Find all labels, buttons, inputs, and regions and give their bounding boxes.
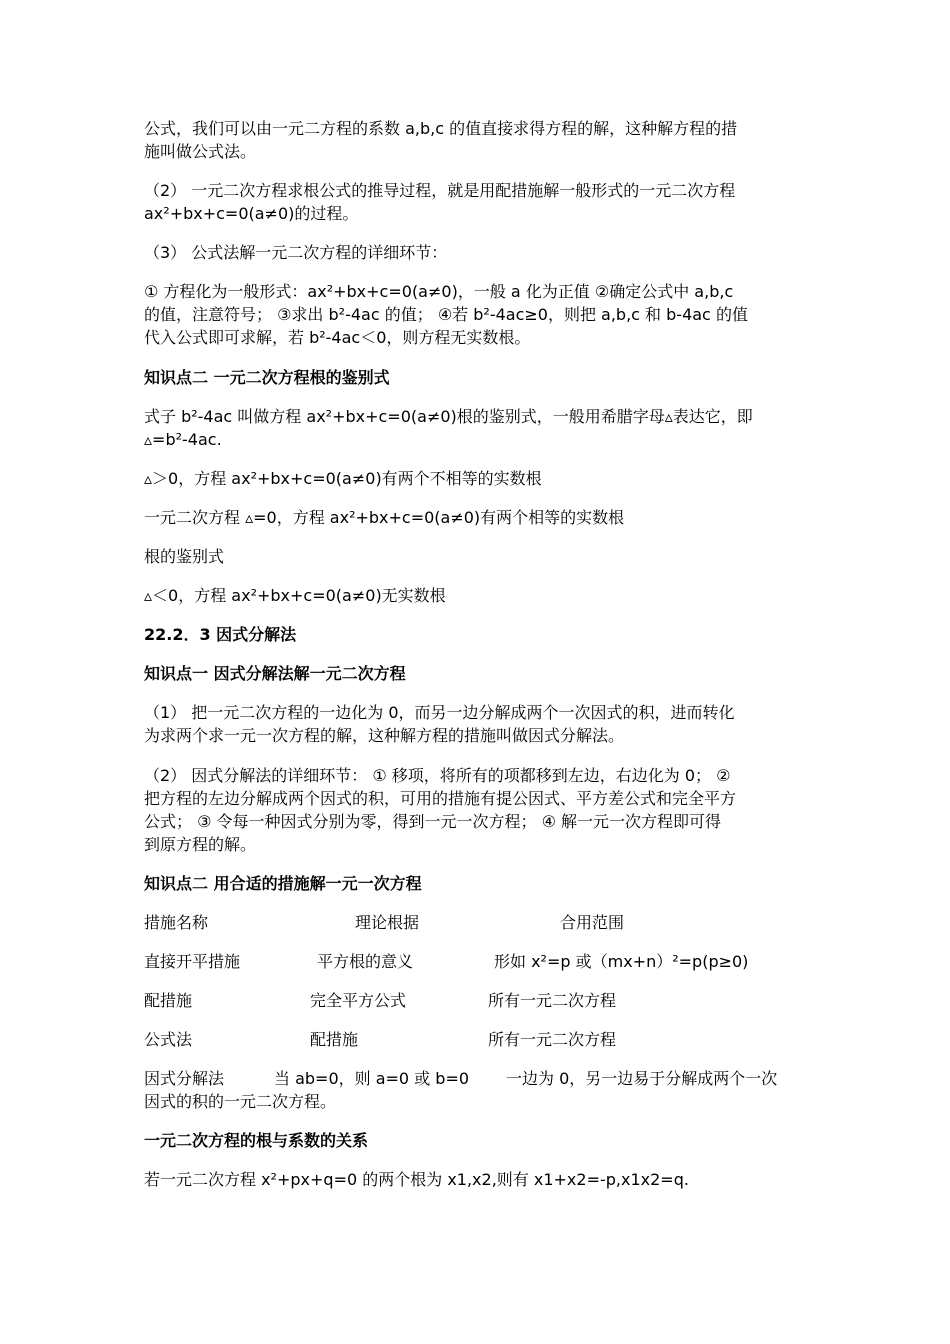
factoring-p1-line2: 为求两个求一元一次方程的解，这种解方程的措施叫做因式分解法。: [144, 726, 625, 745]
formula-intro-line1: 公式，我们可以由一元二方程的系数 a,b,c 的值直接求得方程的解，这种解方程的措: [144, 119, 738, 138]
discriminant-case-label: 根的鉴别式: [144, 547, 225, 566]
methods-heading: 知识点二 用合适的措施解一元一次方程: [144, 874, 422, 893]
table-cell: 因式分解法: [144, 1069, 225, 1088]
table-cell: 配措施: [310, 1030, 359, 1049]
table-header-method: 措施名称: [144, 913, 209, 932]
discriminant-case-eq: 一元二次方程 ▵=0，方程 ax²+bx+c=0(a≠0)有两个相等的实数根: [144, 508, 625, 527]
factoring-section-title: 22.2．3 因式分解法: [144, 625, 297, 644]
formula-steps-line2: 的值，注意符号； ③求出 b²-4ac 的值； ④若 b²-4ac≥0，则把 a,b,c 和 b-4ac 的值: [144, 305, 748, 324]
factoring-p2-line4: 到原方程的解。: [144, 835, 257, 854]
formula-p3: （3） 公式法解一元二次方程的详细环节：: [144, 243, 448, 262]
table-cell: 平方根的意义: [317, 952, 414, 971]
formula-p2-line1: （2） 一元二次方程求根公式的推导过程，就是用配措施解一般形式的一元二次方程: [144, 181, 736, 200]
factoring-heading: 知识点一 因式分解法解一元二次方程: [144, 664, 406, 683]
formula-p2-line2: ax²+bx+c=0(a≠0)的过程。: [144, 204, 359, 223]
factoring-p1-line1: （1） 把一元二次方程的一边化为 0，而另一边分解成两个一次因式的积，进而转化: [144, 703, 735, 722]
table-header-basis: 理论根据: [355, 913, 420, 932]
table-cell: 直接开平措施: [144, 952, 241, 971]
discriminant-case-gt: ▵＞0，方程 ax²+bx+c=0(a≠0)有两个不相等的实数根: [144, 469, 542, 488]
table-cell: 当 ab=0，则 a=0 或 b=0: [274, 1069, 470, 1088]
table-cell: 配措施: [144, 991, 193, 1010]
vieta-text: 若一元二次方程 x²+px+q=0 的两个根为 x1,x2,则有 x1+x2=-p,x1x2=q.: [144, 1170, 689, 1189]
table-cell: 形如 x²=p 或（mx+n）²=p(p≥0): [494, 952, 749, 971]
formula-steps-line1: ① 方程化为一般形式：ax²+bx+c=0(a≠0)，一般 a 化为正值 ②确定公式中 a,b,c: [144, 282, 734, 301]
table-cell: 一边为 0，另一边易于分解成两个一次: [506, 1069, 778, 1088]
formula-intro-line2: 施叫做公式法。: [144, 142, 257, 161]
factoring-p2-line2: 把方程的左边分解成两个因式的积，可用的措施有提公因式、平方差公式和完全平方: [144, 789, 737, 808]
factoring-p2-line1: （2） 因式分解法的详细环节： ① 移项，将所有的项都移到左边，右边化为 0； ②: [144, 766, 731, 785]
table-header-scope: 合用范围: [560, 913, 625, 932]
table-cell: 所有一元二次方程: [488, 1030, 617, 1049]
discriminant-def-line2: ▵=b²-4ac.: [144, 430, 222, 449]
discriminant-heading: 知识点二 一元二次方程根的鉴别式: [144, 368, 390, 387]
formula-steps-line3: 代入公式即可求解，若 b²-4ac＜0，则方程无实数根。: [144, 328, 531, 347]
vieta-heading: 一元二次方程的根与系数的关系: [144, 1131, 369, 1150]
table-cell: 公式法: [144, 1030, 193, 1049]
table-cell-continuation: 因式的积的一元二次方程。: [144, 1092, 337, 1111]
discriminant-case-lt: ▵＜0，方程 ax²+bx+c=0(a≠0)无实数根: [144, 586, 446, 605]
factoring-p2-line3: 公式； ③ 令每一种因式分别为零，得到一元一次方程； ④ 解一元一次方程即可得: [144, 812, 722, 831]
table-cell: 完全平方公式: [310, 991, 407, 1010]
table-cell: 所有一元二次方程: [488, 991, 617, 1010]
discriminant-def-line1: 式子 b²-4ac 叫做方程 ax²+bx+c=0(a≠0)根的鉴别式，一般用希腊字母▵表达它，即: [144, 407, 753, 426]
